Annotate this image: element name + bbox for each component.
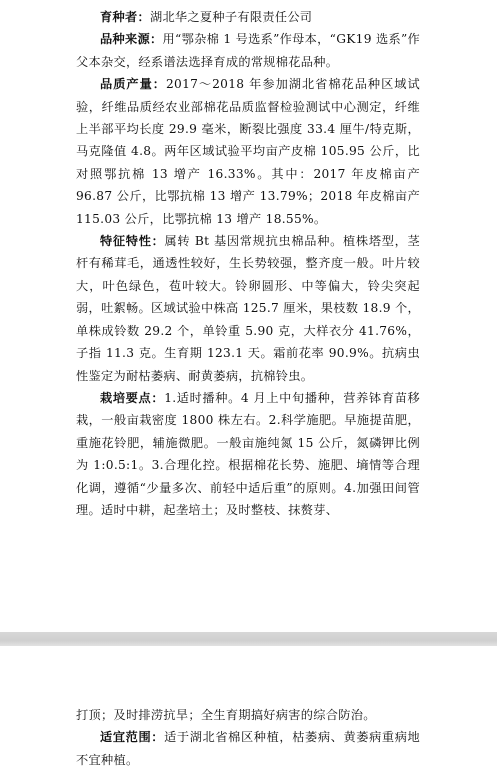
- quality-yield-text: 2017～2018 年参加湖北省棉花品种区域试验，纤维品质经农业部棉花品质监督检验测试中心测定，纤维上半部平均长度 29.9 毫米，断裂比强度 33.4 厘牛/特克斯，马克隆值 4.8。两年区域试验平均亩产皮棉 105.95 公斤，比对照鄂抗棉 13 增产 16.33%。其中：2017 年皮棉亩产 96.87 公斤，比鄂抗棉 13 增产 13.79%；2018 年皮棉亩产 115.03 公斤，比鄂抗棉 13 增产 18.55%。: [76, 77, 420, 226]
- page-2-content: [76, 704, 420, 771]
- suitable-area-text: 适于湖北省棉区种植，枯萎病、黄萎病重病地不宜种植。: [76, 730, 421, 767]
- page-1-content: [76, 6, 420, 521]
- suitable-area-label: 适宜范围：: [100, 730, 165, 745]
- cultivation-label: 栽培要点：: [100, 390, 165, 405]
- cultivation-continuation-text: 打顶；及时排涝抗旱；全生育期搞好病害的综合防治。: [76, 708, 376, 722]
- document-page-2: [0, 646, 497, 778]
- cultivation-continuation: [76, 704, 420, 726]
- variety-source-paragraph: [76, 28, 420, 73]
- characteristics-text: 属转 Bt 基因常规抗虫棉品种。植株塔型，茎杆有稀茸毛，通透性较好，生长势较强，整齐度一般。叶片较大，叶色绿色，苞叶较大。铃卵圆形、中等偏大，铃尖突起弱，吐絮畅。区域试验中株高 125.7 厘米，果枝数 18.9 个，单株成铃数 29.2 个，单铃重 5.90 克，大样衣分 41.76%，子指 11.3 克。生育期 123.1 天。霜前花率 90.9%。抗病虫性鉴定为耐枯萎病、耐黄萎病，抗棉铃虫。: [76, 234, 421, 383]
- cultivation-paragraph: [76, 387, 420, 521]
- variety-source-text: 用“鄂杂棉 1 号选系”作母本，“GK19 选系”作父本杂交，经系谱法选择育成的常规棉花品种。: [76, 32, 421, 69]
- quality-yield-label: 品质产量：: [100, 77, 166, 92]
- breeder-paragraph: [76, 6, 420, 28]
- cultivation-text: 1.适时播种。4 月上中旬播种，营养钵育苗移栽，一般亩栽密度 1800 株左右。2.科学施肥。早施提苗肥，重施花铃肥，辅施微肥。一般亩施纯氮 15 公斤，氮磷钾比例为 1:0.5:1。3.合理化控。根据棉花长势、施肥、墒情等合理化调，遵循“少量多次、前轻中适后重”的原则。4.加强田间管理。适时中耕，起垄培土；及时整枝、抹赘芽、: [76, 390, 421, 517]
- breeder-text: 湖北华之夏种子有限责任公司: [149, 10, 313, 24]
- quality-yield-paragraph: [76, 73, 420, 230]
- variety-source-label: 品种来源：: [100, 32, 163, 47]
- suitable-area-paragraph: [76, 726, 420, 771]
- breeder-label: 育种者：: [100, 10, 150, 24]
- page-separator: [0, 632, 497, 646]
- characteristics-paragraph: [76, 230, 420, 387]
- characteristics-label: 特征特性：: [100, 234, 165, 249]
